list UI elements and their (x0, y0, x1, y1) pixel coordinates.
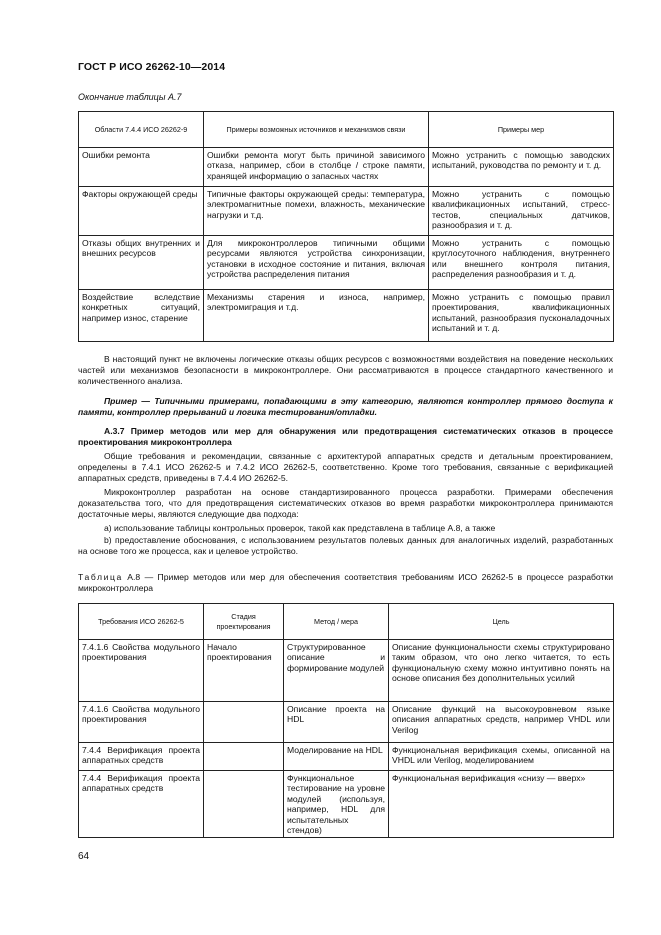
caption-text: А.8 — Пример методов или мер для обеспечения соответствия требованиям ИСО 26262-5 в процессе разработки микроконтроллера (78, 572, 613, 593)
table-cell: 7.4.4 Верификация проекта аппаратных средств (79, 771, 204, 838)
table-cell: Структурированное описание и формирование модулей (284, 640, 389, 702)
table-cell: Функциональная верификация «снизу — вверх» (389, 771, 614, 838)
table-cell: Типичные факторы окружающей среды: температура, электромагнитные помехи, влажность, механические нагрузки и т.д. (204, 187, 429, 236)
table-cell: 7.4.4 Верификация проекта аппаратных средств (79, 743, 204, 771)
column-header: Примеры мер (429, 112, 614, 148)
table-row (79, 771, 614, 838)
table-cell: Функциональная верификация схемы, описанной на VHDL или Verilog, моделированием (389, 743, 614, 771)
table-a7-caption: Окончание таблицы А.7 (78, 92, 182, 102)
table-cell: Ошибки ремонта могут быть причиной зависимого отказа, например, сбои в столбце / строке памяти, хранящей информацию о запасных частях (204, 148, 429, 187)
table-cell: Воздействие вследствие конкретных ситуаций, например износ, старение (79, 290, 204, 342)
table-a8-caption (78, 572, 613, 594)
table-cell: Факторы окружающей среды (79, 187, 204, 236)
table-cell: Описание функциональности схемы структурировано таким образом, что оно легко читается, то есть функциональную схему можно интуитивно понять на основе описания без дополнительных усилий (389, 640, 614, 702)
table-row (79, 640, 614, 702)
paragraph: В настоящий пункт не включены логические отказы общих ресурсов с возможностями воздействия на поведение нескольких частей или механизмов безопасности в микроконтроллере. Они рассматриваются в процессе стандартного качественного и количественного анализа. (78, 354, 613, 386)
table-header-row (79, 604, 614, 640)
table-cell: Описание функций на высокоуровневом языке описания аппаратных средств, например VHDL или Verilog (389, 702, 614, 743)
table-cell (204, 771, 284, 838)
column-header: Области 7.4.4 ИСО 26262-9 (79, 112, 204, 148)
table-cell: Можно устранить с помощью квалификационных испытаний, стресс-тестов, специальных датчиков, разнообразия и т. д. (429, 187, 614, 236)
document-header: ГОСТ Р ИСО 26262-10—2014 (78, 61, 226, 73)
table-row (79, 743, 614, 771)
table-row (79, 290, 614, 342)
column-header: Цель (389, 604, 614, 640)
page-number: 64 (78, 851, 90, 862)
column-header: Примеры возможных источников и механизмов связи (204, 112, 429, 148)
table-cell: Можно устранить с помощью заводских испытаний, руководства по ремонту и т. д. (429, 148, 614, 187)
table-a7 (78, 111, 614, 342)
table-cell (204, 743, 284, 771)
section-heading: А.3.7 Пример методов или мер для обнаружения или предотвращения систематических отказов в процессе проектирования микроконтроллера (78, 426, 613, 447)
table-row (79, 702, 614, 743)
example-note: Пример — Типичными примерами, попадающими в эту категорию, являются контроллер прямого доступа к памяти, контроллер прерываний и логика тестирования/отладки. (78, 396, 613, 417)
table-cell: Начало проектирования (204, 640, 284, 702)
table-header-row (79, 112, 614, 148)
table-cell: Функциональное тестирование на уровне модулей (используя, например, HDL для испытательных стендов) (284, 771, 389, 838)
column-header: Метод / мера (284, 604, 389, 640)
list-item: a) использование таблицы контрольных проверок, такой как представлена в таблице А.8, а также (104, 523, 496, 533)
table-cell: Можно устранить с помощью правил проектирования, квалификационных испытаний, разнообразия пусконаладочных испытаний и т. д. (429, 290, 614, 342)
table-row (79, 236, 614, 290)
table-cell: Для микроконтроллеров типичными общими ресурсами являются устройства синхронизации, установки в исходное состояние и питания, включая устройства распределения питания (204, 236, 429, 290)
column-header: Стадия проектирования (204, 604, 284, 640)
table-a8 (78, 603, 614, 838)
table-row (79, 187, 614, 236)
table-row (79, 148, 614, 187)
table-cell: Моделирование на HDL (284, 743, 389, 771)
table-cell: 7.4.1.6 Свойства модульного проектирования (79, 640, 204, 702)
table-cell: Механизмы старения и износа, например, электромиграция и т.д. (204, 290, 429, 342)
paragraph: Микроконтроллер разработан на основе стандартизированного процесса разработки. Примерами обеспечения доказательства того, что для предотвращения систематических отказов во время разработки микроконтроллера принимаются достаточные меры, являются следующие два подхода: (78, 487, 613, 519)
column-header: Требования ИСО 26262-5 (79, 604, 204, 640)
caption-prefix: Таблица (78, 572, 123, 582)
table-cell: 7.4.1.6 Свойства модульного проектирования (79, 702, 204, 743)
table-cell: Описание проекта на HDL (284, 702, 389, 743)
table-cell: Ошибки ремонта (79, 148, 204, 187)
list-item: b) предоставление обоснования, с использованием результатов полевых данных для аналогичных изделий, разработанных на основе того же процесса, как и целевое устройство. (78, 535, 613, 556)
table-cell (204, 702, 284, 743)
table-cell: Можно устранить с помощью круглосуточного наблюдения, внутреннего или внешнего контроля питания, распределения разнообразия и т. д. (429, 236, 614, 290)
table-cell: Отказы общих внутренних и внешних ресурсов (79, 236, 204, 290)
paragraph: Общие требования и рекомендации, связанные с архитектурой аппаратных средств и детальным проектированием, определены в 7.4.1 ИСО 26262-5 и 7.4.2 ИСО 26262-5, соответственно. Кроме того требования, связанные с верификацией аппаратных средств, приведены в 7.4.4 ИО 26262-5. (78, 451, 613, 483)
